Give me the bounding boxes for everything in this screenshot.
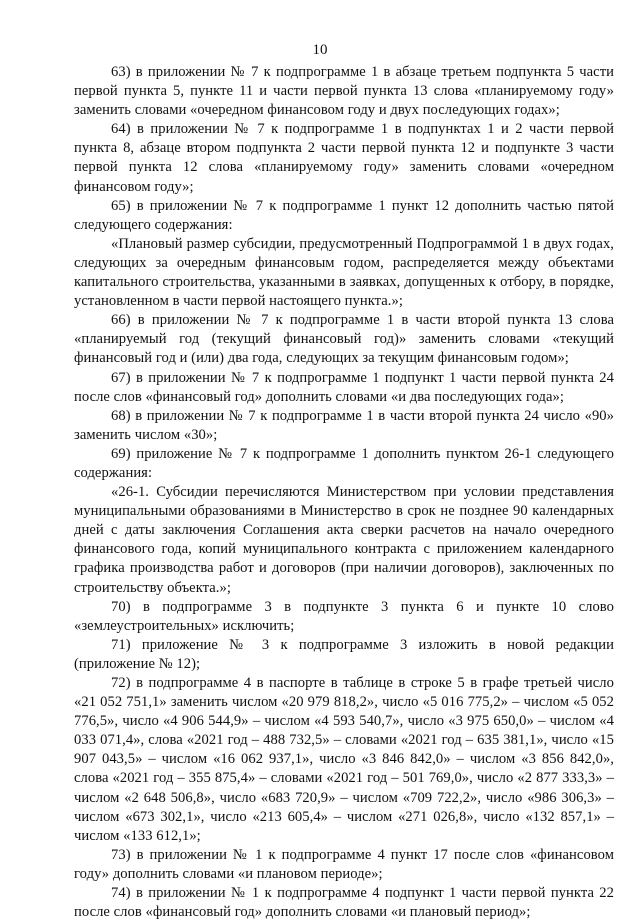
quoted-paragraph-point-26-1: «26-1. Субсидии перечисляются Министерством при условии представления муниципальными образованиями в Министерство в срок не позднее 90 календарных дней с даты заключения Соглашения акта сверки расчетов на начало очередного финансового года, копий муниципального контракта с приложением календарного графика производства работ и договоров (при наличии договоров), заключенных по строительству объекта.»; — [74, 484, 614, 596]
document-body — [74, 63, 614, 922]
page-number: 10 — [312, 42, 328, 58]
paragraph-item-74: 74) в приложении № 1 к подпрограмме 4 подпункт 1 части первой пункта 22 после слов «финансовый год» дополнить словами «и плановый период»; — [74, 885, 614, 921]
paragraph-item-65: 65) в приложении № 7 к подпрограмме 1 пункт 12 дополнить частью пятой следующего содержания: — [74, 197, 614, 233]
paragraph-item-72: 72) в подпрограмме 4 в паспорте в таблице в строке 5 в графе третьей число «21 052 751,1» заменить числом «20 979 818,2», число «5 016 775,2» – числом «5 052 776,5», число «4 906 544,9» – числом «4 593 540,7», число «3 975 650,0» – числом «4 033 071,4», слова «2021 год – 488 732,5» – словами «2021 год – 635 381,1», число «15 907 043,5» – числом «16 062 937,1», число «3 846 842,0» – числом «3 856 842,0», слова «2021 год – 355 875,4» – словами «2021 год – 501 769,0», число «2 877 333,3» – числом «2 648 506,8», число «683 720,9» – числом «709 722,2», число «986 306,3» – числом «673 302,1», число «213 605,4» – числом «271 026,8», число «132 857,1» – числом «133 612,1»; — [74, 675, 614, 844]
paragraph-item-63: 63) в приложении № 7 к подпрограмме 1 в абзаце третьем подпункта 5 части первой пункта 5, пункте 11 и части первой пункта 13 слова «планируемому году» заменить словами «очередном финансовом году и двух последующих годах»; — [74, 64, 614, 119]
paragraph-item-64: 64) в приложении № 7 к подпрограмме 1 в подпунктах 1 и 2 части первой пункта 8, абзаце втором подпункта 2 части первой пункта 12 и подпункте 3 части первой пункта 12 слова «планируемому году» заменить словами «очередном финансовом году»; — [74, 121, 614, 195]
paragraph-item-70: 70) в подпрограмме 3 в подпункте 3 пункта 6 и пункте 10 слово «землеустроительных» исключить; — [74, 598, 614, 634]
paragraph-item-68: 68) в приложении № 7 к подпрограмме 1 в части второй пункта 24 число «90» заменить числом «30»; — [74, 407, 614, 443]
paragraph-item-73: 73) в приложении № 1 к подпрограмме 4 пункт 17 после слов «финансовом году» дополнить словами «и плановом периоде»; — [74, 846, 614, 882]
paragraph-item-71: 71) приложение № 3 к подпрограмме 3 изложить в новой редакции (приложение № 12); — [74, 636, 614, 672]
paragraph-item-67: 67) в приложении № 7 к подпрограмме 1 подпункт 1 части первой пункта 24 после слов «финансовый год» дополнить словами «и два последующих года»; — [74, 369, 614, 405]
quoted-paragraph-planned-subsidy: «Плановый размер субсидии, предусмотренный Подпрограммой 1 в двух годах, следующих за очередным финансовым годом, распределяется между объектами капитального строительства, указанными в заявках, допущенных к отбору, в порядке, установленном в части первой настоящего пункта.»; — [74, 235, 614, 310]
paragraph-item-66: 66) в приложении № 7 к подпрограмме 1 в части второй пункта 13 слова «планируемый год (текущий финансовый год)» заменить словами «текущий финансовый год и (или) два года, следующих за текущим финансовым годом»; — [74, 312, 614, 367]
paragraph-item-69: 69) приложение № 7 к подпрограмме 1 дополнить пунктом 26-1 следующего содержания: — [74, 445, 614, 481]
